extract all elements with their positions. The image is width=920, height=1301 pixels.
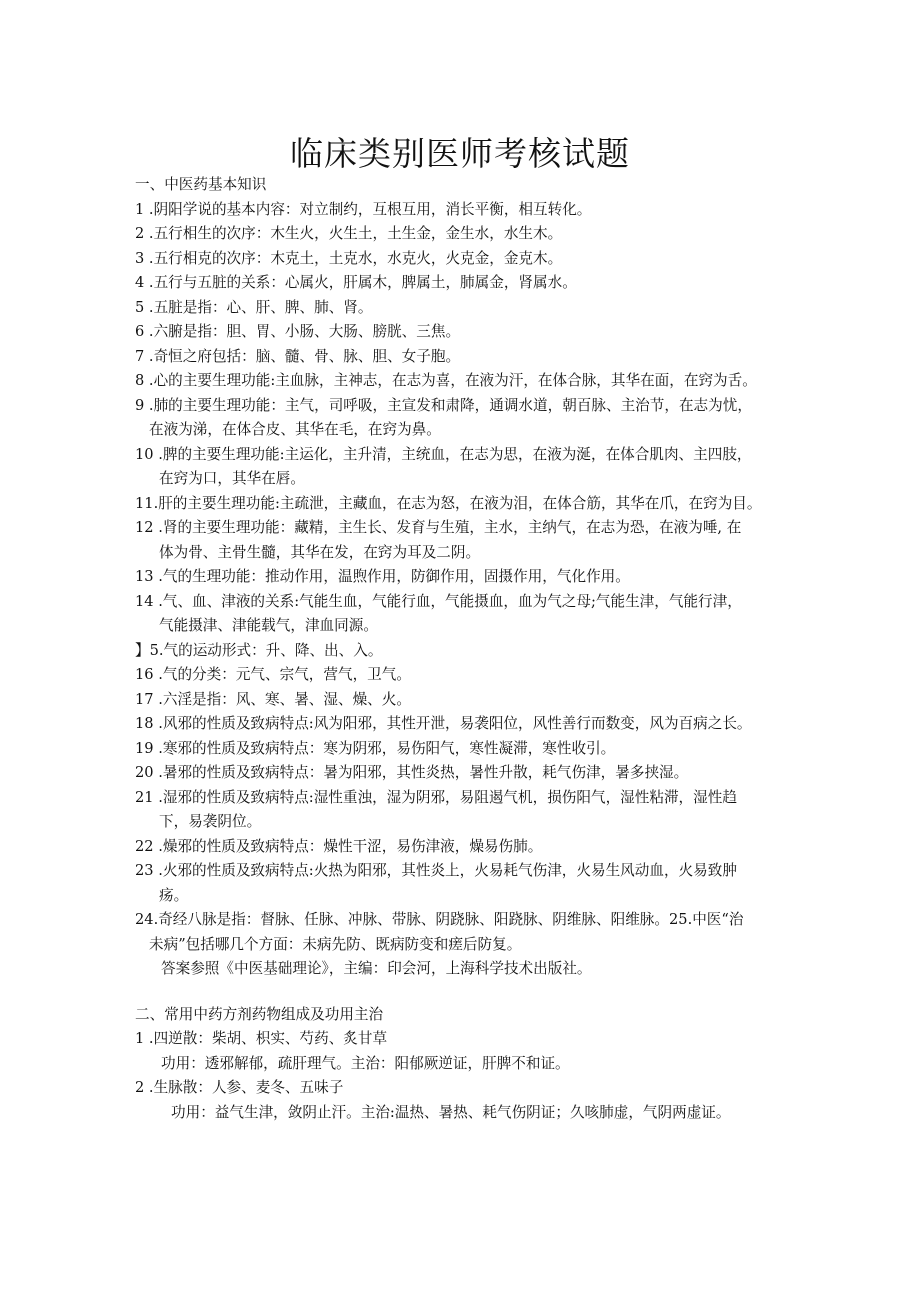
list-item: 19 .寒邪的性质及致病特点：寒为阴邪，易伤阳气，寒性凝滞，寒性收引。: [135, 739, 616, 757]
list-item: 17 .六淫是指：风、寒、暑、湿、燥、火。: [135, 690, 411, 708]
list-item-continuation: 体为骨、主骨生髓，其华在发，在窍为耳及二阴。: [159, 543, 481, 561]
list-item: 3 .五行相克的次序：木克土，土克水，水克火，火克金，金克木。: [135, 249, 563, 267]
list-item: 4 .五行与五脏的关系：心属火，肝属木，脾属土，肺属金，肾属水。: [135, 274, 577, 291]
list-item: 13 .气的生理功能：推动作用，温煦作用，防御作用，固摄作用，气化作用。: [135, 568, 630, 585]
list-item: 24.奇经八脉是指：督脉、任脉、冲脉、带脉、阴跷脉、阳跷脉、阴维脉、阳维脉。25.中医“治: [135, 911, 744, 928]
list-item: 23 .火邪的性质及致病特点:火热为阳邪，其性炎上，火易耗气伤津，火易生风动血，火易致肿: [135, 862, 737, 879]
list-item: 12 .肾的主要生理功能：藏精，主生长、发育与生殖，主水，主纳气，在志为恐，在液为唾, 在: [135, 519, 742, 536]
list-item-detail: 功用：透邪解郁，疏肝理气。主治：阳郁厥逆证，肝脾不和证。: [161, 1054, 570, 1072]
document-title: 临床类别医师考核试题: [290, 134, 630, 173]
list-item: 6 .六腑是指：胆、胃、小肠、大肠、膀胱、三焦。: [135, 323, 461, 340]
list-item: 16 .气的分类：元气、宗气，营气，卫气。: [135, 666, 411, 683]
list-item: 5 .五脏是指：心、肝、脾、肺、肾。: [135, 298, 373, 316]
list-item-continuation: 气能摄津、津能载气，津血同源。: [159, 617, 378, 634]
list-item: 18 .风邪的性质及致病特点:风为阳邪，其性开泄，易袭阳位，风性善行而数变，风为百病之长。: [135, 715, 752, 732]
section-heading: 一、中医药基本知识: [135, 176, 267, 193]
list-item: 8 .心的主要生理功能:主血脉，主神志，在志为喜，在液为汗，在体合脉，其华在面，在窍为舌。: [135, 372, 757, 389]
list-item: 14 .气、血、津液的关系:气能生血，气能行血，气能摄血，血为气之母;气能生津，气能行津，: [135, 592, 742, 610]
list-item: 2 .生脉散：人参、麦冬、五味子: [135, 1079, 344, 1096]
list-item-continuation: 下，易袭阴位。: [159, 813, 262, 830]
list-item: 1 .阴阳学说的基本内容：对立制约，互根互用，消长平衡，相互转化。: [135, 200, 592, 218]
list-item: 10 .脾的主要生理功能:主运化，主升清，主统血，在志为思，在液为涎，在体合肌肉、主四肢，: [135, 445, 752, 463]
list-item-continuation: 疡。: [159, 886, 189, 904]
list-item: 2 .五行相生的次序：木生火，火生土，土生金，金生水，水生木。: [135, 225, 563, 242]
document-body: [135, 173, 795, 1125]
list-item: 7 .奇恒之府包括：脑、髓、骨、脉、胆、女子胞。: [135, 347, 461, 365]
list-item: 1 .四逆散：柴胡、枳实、芍药、炙甘草: [135, 1030, 388, 1047]
list-item-continuation: 未病”包括哪几个方面：未病先防、既病防变和瘥后防复。: [149, 935, 522, 953]
list-item: 22 .燥邪的性质及致病特点：燥性干涩，易伤津液，燥易伤肺。: [135, 837, 543, 855]
list-item: 11.肝的主要生理功能:主疏泄，主藏血，在志为怒，在液为泪，在体合筋，其华在爪，在窍为目。: [135, 494, 762, 512]
list-item: 】5.气的运动形式：升、降、出、入。: [135, 641, 383, 659]
list-item-continuation: 在液为涕，在体合皮、其华在毛，在窍为鼻。: [149, 421, 441, 438]
list-item: 21 .湿邪的性质及致病特点:湿性重浊，湿为阴邪，易阻遏气机，损伤阳气，湿性粘滞，湿性趋: [135, 788, 737, 806]
reference-note: 答案参照《中医基础理论》，主编：印会河，上海科学技术出版社。: [161, 960, 592, 977]
list-item-continuation: 在窍为口，其华在唇。: [159, 470, 305, 487]
list-item: 20 .暑邪的性质及致病特点：暑为阳邪，其性炎热，暑性升散，耗气伤津，暑多挟湿。: [135, 764, 689, 781]
section-spacer: [135, 982, 795, 1003]
list-item-detail: 功用：益气生津，敛阴止汗。主治:温热、暑热、耗气伤阴证；久咳肺虚，气阴两虚证。: [171, 1103, 731, 1121]
list-item: 9 .肺的主要生理功能：主气，司呼吸，主宣发和肃降，通调水道，朝百脉、主治节，在志为忧，: [135, 396, 752, 414]
section-heading: 二、常用中药方剂药物组成及功用主治: [135, 1005, 384, 1023]
